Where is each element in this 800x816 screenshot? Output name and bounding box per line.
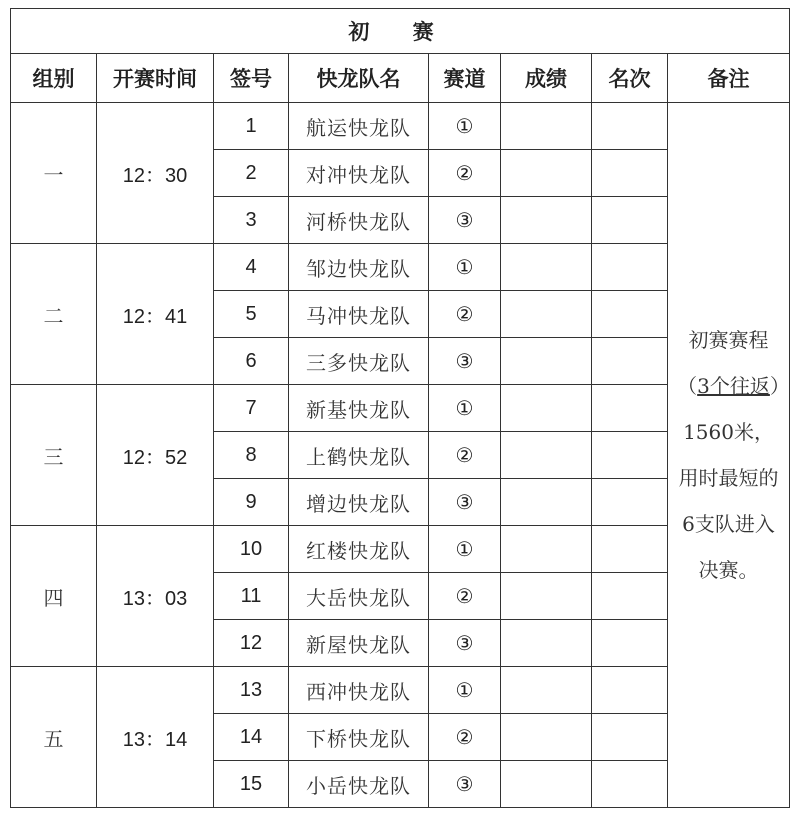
rank-cell[interactable] bbox=[592, 385, 668, 432]
team-name-cell: 新屋快龙队 bbox=[289, 620, 429, 667]
lane-cell: ③ bbox=[429, 620, 501, 667]
header-lane: 赛道 bbox=[429, 54, 501, 103]
lane-cell: ① bbox=[429, 667, 501, 714]
draw-number-cell: 7 bbox=[214, 385, 289, 432]
team-name-cell: 上鹤快龙队 bbox=[289, 432, 429, 479]
result-cell[interactable] bbox=[501, 291, 592, 338]
rank-cell[interactable] bbox=[592, 197, 668, 244]
rank-cell[interactable] bbox=[592, 761, 668, 808]
draw-number-cell: 12 bbox=[214, 620, 289, 667]
rank-cell[interactable] bbox=[592, 479, 668, 526]
lane-cell: ③ bbox=[429, 338, 501, 385]
group-name-cell: 一 bbox=[11, 103, 97, 244]
result-cell[interactable] bbox=[501, 385, 592, 432]
lane-cell: ① bbox=[429, 103, 501, 150]
lane-cell: ② bbox=[429, 573, 501, 620]
remarks-cell bbox=[668, 103, 790, 808]
team-name-cell: 新基快龙队 bbox=[289, 385, 429, 432]
header-group: 组别 bbox=[11, 54, 97, 103]
group-name-cell: 四 bbox=[11, 526, 97, 667]
lane-cell: ② bbox=[429, 291, 501, 338]
table-title: 初 赛 bbox=[11, 9, 790, 54]
rank-cell[interactable] bbox=[592, 291, 668, 338]
lane-cell: ② bbox=[429, 432, 501, 479]
draw-number-cell: 11 bbox=[214, 573, 289, 620]
result-cell[interactable] bbox=[501, 573, 592, 620]
team-name-cell: 河桥快龙队 bbox=[289, 197, 429, 244]
rank-cell[interactable] bbox=[592, 338, 668, 385]
draw-number-cell: 6 bbox=[214, 338, 289, 385]
header-result: 成绩 bbox=[501, 54, 592, 103]
result-cell[interactable] bbox=[501, 526, 592, 573]
lane-cell: ③ bbox=[429, 761, 501, 808]
header-draw-number: 签号 bbox=[214, 54, 289, 103]
rank-cell[interactable] bbox=[592, 244, 668, 291]
result-cell[interactable] bbox=[501, 479, 592, 526]
start-time-cell: 12：41 bbox=[97, 244, 214, 385]
draw-number-cell: 10 bbox=[214, 526, 289, 573]
draw-number-cell: 2 bbox=[214, 150, 289, 197]
header-rank: 名次 bbox=[592, 54, 668, 103]
remarks-underlined-text: 3个往返 bbox=[697, 374, 770, 398]
lane-cell: ③ bbox=[429, 197, 501, 244]
result-cell[interactable] bbox=[501, 667, 592, 714]
lane-cell: ① bbox=[429, 244, 501, 291]
draw-number-cell: 8 bbox=[214, 432, 289, 479]
draw-number-cell: 1 bbox=[214, 103, 289, 150]
draw-number-cell: 5 bbox=[214, 291, 289, 338]
team-name-cell: 红楼快龙队 bbox=[289, 526, 429, 573]
start-time-cell: 12：30 bbox=[97, 103, 214, 244]
header-row bbox=[11, 54, 790, 103]
group-name-cell: 二 bbox=[11, 244, 97, 385]
rank-cell[interactable] bbox=[592, 526, 668, 573]
team-name-cell: 增边快龙队 bbox=[289, 479, 429, 526]
table-body bbox=[11, 103, 790, 808]
rank-cell[interactable] bbox=[592, 150, 668, 197]
rank-cell[interactable] bbox=[592, 103, 668, 150]
lane-cell: ③ bbox=[429, 479, 501, 526]
rank-cell[interactable] bbox=[592, 620, 668, 667]
start-time-cell: 13：03 bbox=[97, 526, 214, 667]
team-name-cell: 三多快龙队 bbox=[289, 338, 429, 385]
lane-cell: ② bbox=[429, 150, 501, 197]
header-team-name: 快龙队名 bbox=[289, 54, 429, 103]
draw-number-cell: 4 bbox=[214, 244, 289, 291]
team-name-cell: 对冲快龙队 bbox=[289, 150, 429, 197]
header-start-time: 开赛时间 bbox=[97, 54, 214, 103]
group-name-cell: 五 bbox=[11, 667, 97, 808]
team-name-cell: 航运快龙队 bbox=[289, 103, 429, 150]
header-remarks: 备注 bbox=[668, 54, 790, 103]
result-cell[interactable] bbox=[501, 761, 592, 808]
result-cell[interactable] bbox=[501, 432, 592, 479]
schedule-table bbox=[10, 8, 790, 808]
rank-cell[interactable] bbox=[592, 573, 668, 620]
start-time-cell: 13：14 bbox=[97, 667, 214, 808]
draw-number-cell: 9 bbox=[214, 479, 289, 526]
team-name-cell: 下桥快龙队 bbox=[289, 714, 429, 761]
lane-cell: ① bbox=[429, 526, 501, 573]
remarks-text-2: ）1560米，用时最短的6支队进入决赛。 bbox=[678, 374, 780, 582]
rank-cell[interactable] bbox=[592, 667, 668, 714]
team-name-cell: 马冲快龙队 bbox=[289, 291, 429, 338]
result-cell[interactable] bbox=[501, 244, 592, 291]
team-name-cell: 邹边快龙队 bbox=[289, 244, 429, 291]
result-cell[interactable] bbox=[501, 338, 592, 385]
lane-cell: ② bbox=[429, 714, 501, 761]
team-name-cell: 小岳快龙队 bbox=[289, 761, 429, 808]
result-cell[interactable] bbox=[501, 714, 592, 761]
result-cell[interactable] bbox=[501, 150, 592, 197]
draw-number-cell: 13 bbox=[214, 667, 289, 714]
result-cell[interactable] bbox=[501, 197, 592, 244]
rank-cell[interactable] bbox=[592, 714, 668, 761]
start-time-cell: 12：52 bbox=[97, 385, 214, 526]
team-name-cell: 大岳快龙队 bbox=[289, 573, 429, 620]
group-name-cell: 三 bbox=[11, 385, 97, 526]
lane-cell: ① bbox=[429, 385, 501, 432]
table-row bbox=[11, 103, 790, 150]
draw-number-cell: 3 bbox=[214, 197, 289, 244]
remarks-text-1: 初赛赛程（ bbox=[677, 328, 769, 398]
result-cell[interactable] bbox=[501, 103, 592, 150]
draw-number-cell: 14 bbox=[214, 714, 289, 761]
rank-cell[interactable] bbox=[592, 432, 668, 479]
draw-number-cell: 15 bbox=[214, 761, 289, 808]
result-cell[interactable] bbox=[501, 620, 592, 667]
team-name-cell: 西冲快龙队 bbox=[289, 667, 429, 714]
